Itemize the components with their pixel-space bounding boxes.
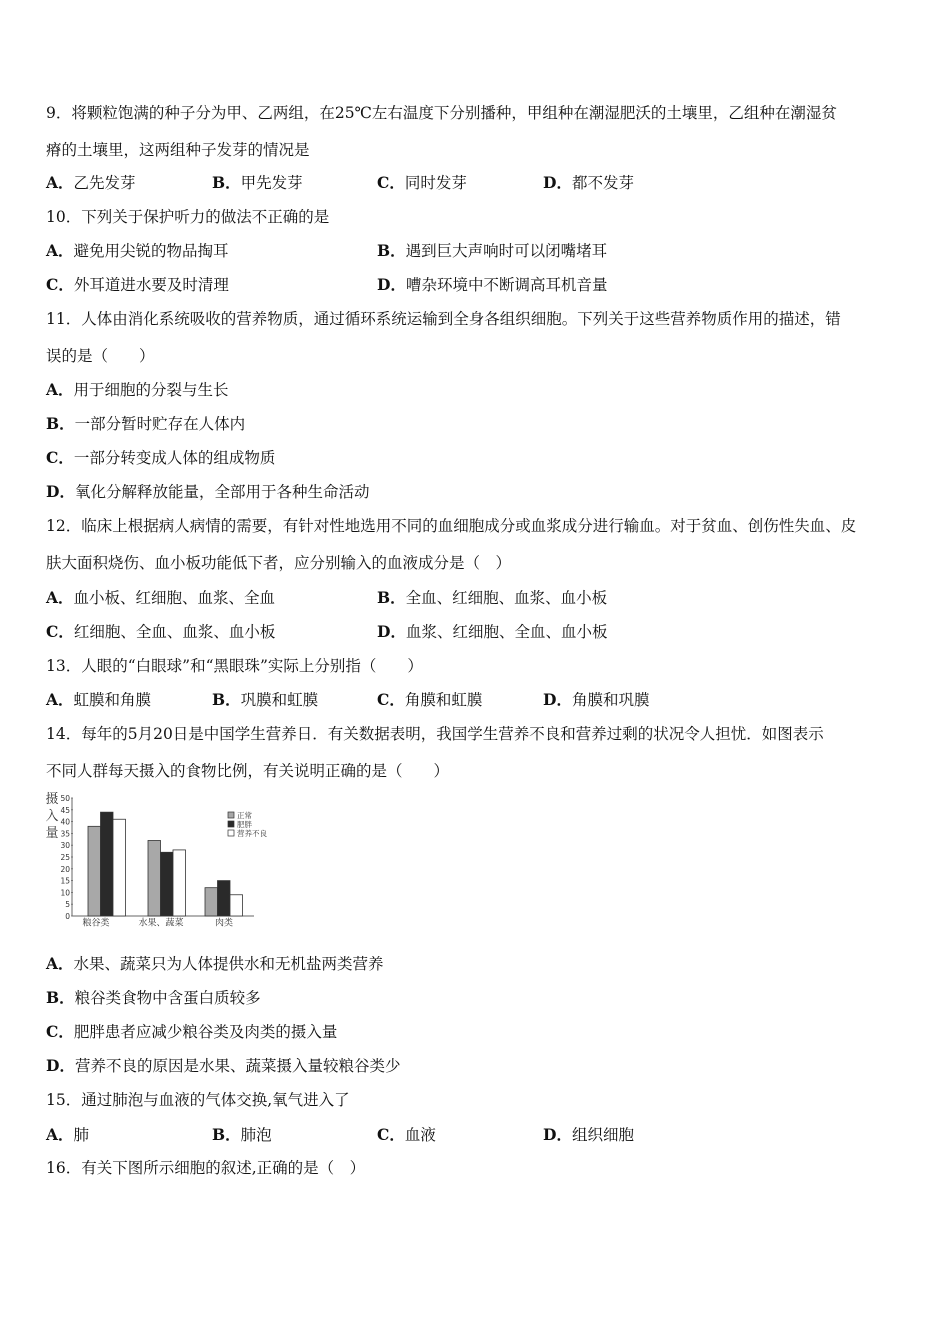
q12-option-d[interactable]: D．血浆、红细胞、全血、血小板 xyxy=(377,622,608,641)
y-tick-label: 25 xyxy=(60,853,70,862)
q12-option-a[interactable]: A．血小板、红细胞、血浆、全血 xyxy=(46,588,276,607)
q10-option-b[interactable]: B．遇到巨大声响时可以闭嘴堵耳 xyxy=(377,241,608,260)
y-tick-label: 30 xyxy=(60,841,70,851)
x-tick-label: 粮谷类 xyxy=(82,918,110,929)
y-tick-label: 0 xyxy=(65,912,70,921)
chart-legend xyxy=(228,810,267,838)
q12-stem-line-1: 12．临床上根据病人病情的需要，有针对性地选用不同的血细胞成分或血浆成分进行输血。对于贫血、创伤性失血、皮 xyxy=(46,517,857,535)
q15-option-b[interactable]: B．肺泡 xyxy=(212,1125,272,1144)
q13-stem-line-1: 13．人眼的“白眼球”和“黑眼珠”实际上分别指（ ） xyxy=(46,657,423,675)
legend-swatch-正常 xyxy=(228,812,234,818)
y-tick-label: 5 xyxy=(65,900,70,910)
q9-option-b[interactable]: B．甲先发芽 xyxy=(212,173,303,192)
q14-option-b[interactable]: B．粮谷类食物中含蛋白质较多 xyxy=(46,988,261,1007)
q9-option-c[interactable]: C．同时发芽 xyxy=(377,173,467,192)
bar-营养不良-粮谷类 xyxy=(113,819,126,916)
q15-option-d[interactable]: D．组织细胞 xyxy=(543,1125,634,1144)
q11-option-a[interactable]: A．用于细胞的分裂与生长 xyxy=(46,380,229,399)
q14-stem-line-2: 不同人群每天摄入的食物比例，有关说明正确的是（ ） xyxy=(46,762,450,780)
q13-option-c[interactable]: C．角膜和虹膜 xyxy=(377,690,483,709)
bar-group xyxy=(88,812,243,916)
y-axis-ticks xyxy=(60,794,73,921)
x-axis-labels xyxy=(82,917,233,929)
q11-option-c[interactable]: C．一部分转变成人体的组成物质 xyxy=(46,448,276,467)
y-axis-label-char: 摄 xyxy=(45,792,59,807)
y-tick-label: 50 xyxy=(60,794,70,803)
q10-stem-line-1: 10．下列关于保护听力的做法不正确的是 xyxy=(46,208,330,226)
bar-正常-肉类 xyxy=(205,888,218,916)
y-tick-label: 20 xyxy=(60,864,70,874)
q15-option-a[interactable]: A．肺 xyxy=(46,1125,90,1144)
q13-option-d[interactable]: D．角膜和巩膜 xyxy=(543,690,650,709)
q9-stem-line-2: 瘠的土壤里，这两组种子发芽的情况是 xyxy=(46,141,310,159)
q12-stem-line-2: 肤大面积烧伤、血小板功能低下者，应分别输入的血液成分是（ ） xyxy=(46,554,512,572)
legend-swatch-营养不良 xyxy=(228,830,234,836)
q15-option-c[interactable]: C．血液 xyxy=(377,1125,436,1144)
q16-stem-line-1: 16．有关下图所示细胞的叙述,正确的是（ ） xyxy=(46,1159,366,1177)
x-tick-label: 肉类 xyxy=(214,918,234,929)
y-tick-label: 40 xyxy=(60,817,70,827)
bar-肥胖-肉类 xyxy=(218,881,231,916)
q11-option-b[interactable]: B．一部分暂时贮存在人体内 xyxy=(46,414,246,433)
y-tick-label: 45 xyxy=(60,805,70,815)
y-axis-label xyxy=(45,791,58,841)
y-tick-label: 15 xyxy=(60,876,70,886)
bar-营养不良-水果、蔬菜 xyxy=(173,850,186,916)
food-intake-bar-chart xyxy=(44,790,284,929)
q15-stem-line-1: 15．通过肺泡与血液的气体交换,氧气进入了 xyxy=(46,1091,350,1109)
q10-option-c[interactable]: C．外耳道进水要及时清理 xyxy=(46,275,229,294)
legend-label: 营养不良 xyxy=(237,829,267,838)
q9-stem-line-1: 9．将颗粒饱满的种子分为甲、乙两组，在25℃左右温度下分别播种，甲组种在潮湿肥沃的土壤里，乙组种在潮湿贫 xyxy=(46,104,837,122)
x-tick-label: 水果、蔬菜 xyxy=(138,918,184,929)
y-tick-label: 10 xyxy=(60,888,70,898)
q13-option-b[interactable]: B．巩膜和虹膜 xyxy=(212,690,319,709)
y-tick-label: 35 xyxy=(60,829,70,839)
q10-option-d[interactable]: D．嘈杂环境中不断调高耳机音量 xyxy=(377,275,608,294)
bar-营养不良-肉类 xyxy=(230,895,243,916)
legend-label: 正常 xyxy=(237,811,252,820)
y-axis-label-char: 量 xyxy=(45,826,59,841)
q14-stem-line-1: 14．每年的5月20日是中国学生营养日．有关数据表明，我国学生营养不良和营养过剩的状况令人担忧．如图表示 xyxy=(46,725,824,743)
q11-stem-line-1: 11．人体由消化系统吸收的营养物质，通过循环系统运输到全身各组织细胞。下列关于这些营养物质作用的描述，错 xyxy=(46,310,841,328)
legend-swatch-肥胖 xyxy=(228,821,234,827)
q11-stem-line-2: 误的是（ ） xyxy=(46,347,155,365)
q9-option-a[interactable]: A．乙先发芽 xyxy=(46,173,136,192)
bar-正常-粮谷类 xyxy=(88,826,101,916)
q12-option-c[interactable]: C．红细胞、全血、血浆、血小板 xyxy=(46,622,276,641)
q9-option-d[interactable]: D．都不发芽 xyxy=(543,173,634,192)
legend-label: 肥胖 xyxy=(237,820,252,829)
q14-option-a[interactable]: A．水果、蔬菜只为人体提供水和无机盐两类营养 xyxy=(46,954,384,973)
q10-option-a[interactable]: A．避免用尖锐的物品掏耳 xyxy=(46,241,229,260)
bar-正常-水果、蔬菜 xyxy=(148,840,161,916)
q12-option-b[interactable]: B．全血、红细胞、血浆、血小板 xyxy=(377,588,608,607)
q14-option-d[interactable]: D．营养不良的原因是水果、蔬菜摄入量较粮谷类少 xyxy=(46,1056,401,1075)
q13-option-a[interactable]: A．虹膜和角膜 xyxy=(46,690,152,709)
bar-肥胖-粮谷类 xyxy=(101,812,114,916)
y-axis-label-char: 入 xyxy=(45,809,59,824)
q14-option-c[interactable]: C．肥胖患者应减少粮谷类及肉类的摄入量 xyxy=(46,1022,338,1041)
bar-肥胖-水果、蔬菜 xyxy=(161,852,174,916)
q11-option-d[interactable]: D．氧化分解释放能量，全部用于各种生命活动 xyxy=(46,482,370,501)
